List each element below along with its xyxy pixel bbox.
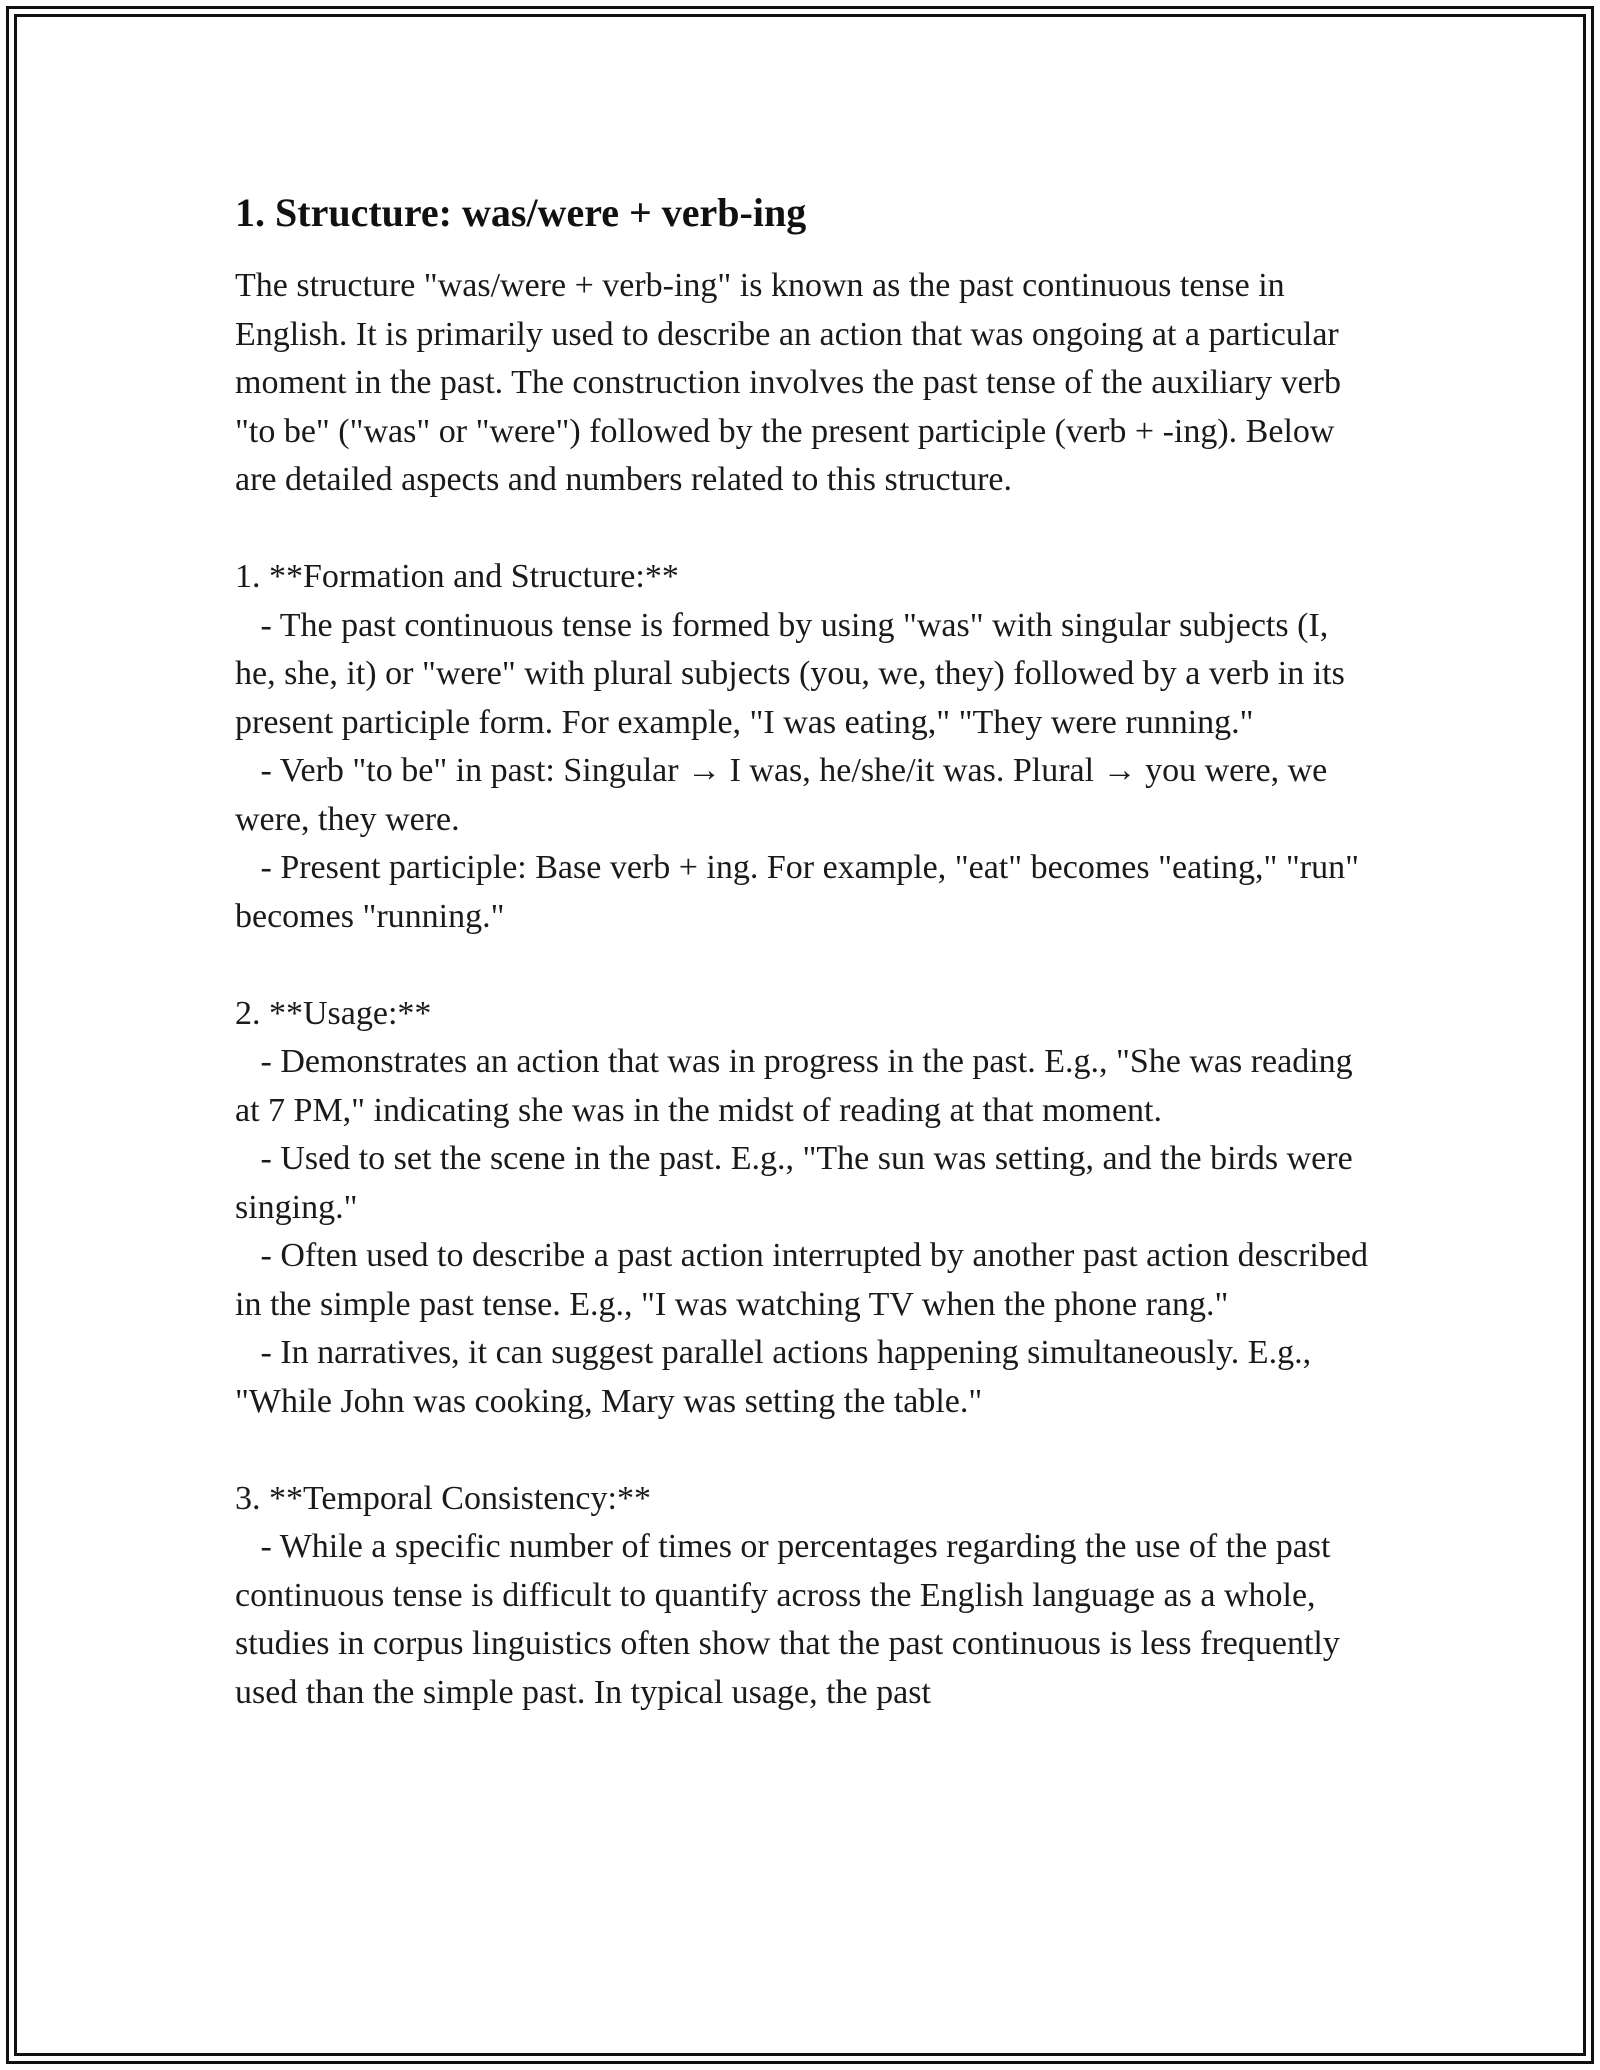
document-body: The structure "was/were + verb-ing" is known as the past continuous tense in English. It is primarily used to describe an action that was ongoing at a particular moment in the past. The construction involves the past tense of the auxiliary verb "to be" ("was" or "were") followed by the present participle (verb + -ing). Below are detailed aspects and numbers related to this structure. 1. **Formation and Structure:** - The past continuous tense is formed by using "was" with singular subjects (I, he, she, it) or "were" with plural subjects (you, we, they) followed by a verb in its present participle form. For example, "I was eating," "They were running." - Verb "to be" in past: Singular → I was, he/she/it was. Plural → you were, we were, they were. - Present participle: Base verb + ing. For example, "eat" becomes "eating," "run" becomes "running." 2. **Usage:** - Demonstrates an action that was in progress in the past. E.g., "She was reading at 7 PM," indicating she was in the midst of reading at that moment. - Used to set the scene in the past. E.g., "The sun was setting, and the birds were singing." - Often used to describe a past action interrupted by another past action described in the simple past tense. E.g., "I was watching TV when the phone rang." - In narratives, it can suggest parallel actions happening simultaneously. E.g., "While John was cooking, Mary was setting the table." 3. **Temporal Consistency:** - While a specific number of times or percentages regarding the use of the past continuous tense is difficult to quantify across the English language as a whole, studies in corpus linguistics often show that the past continuous is less frequently used than the simple past. In typical usage, the past [235, 267, 1368, 1711]
document-heading: 1. Structure: was/were + verb-ing [235, 190, 807, 235]
document-content [235, 186, 1375, 1717]
